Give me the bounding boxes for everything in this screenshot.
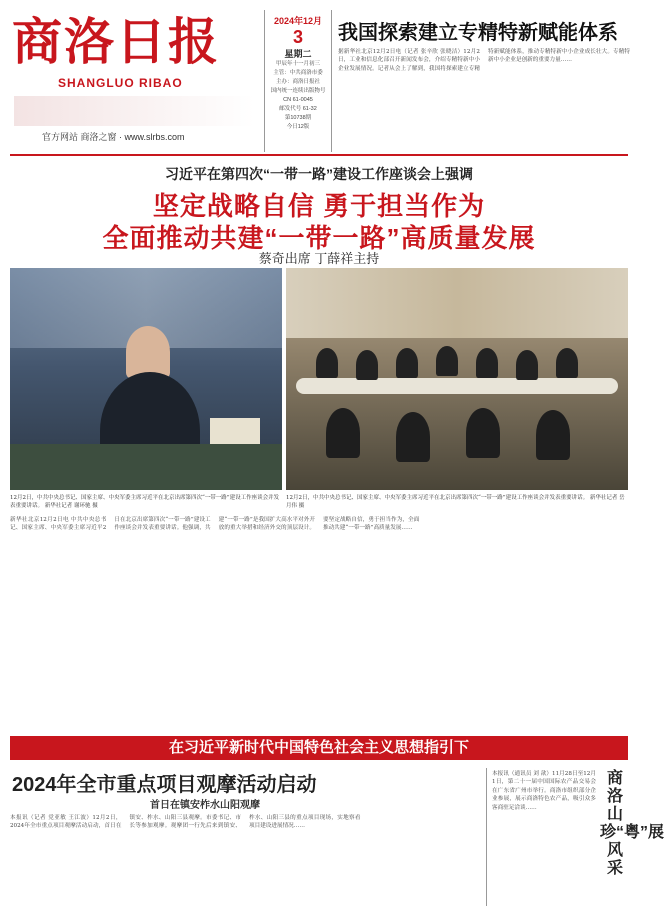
photo-right-attendee: [396, 412, 430, 462]
photo-right-attendee: [466, 408, 500, 458]
column-divider: [486, 768, 487, 906]
lead-attendees: 蔡奇出席 丁薛祥主持: [258, 251, 380, 266]
lead-kicker: 习近平在第四次“一带一路”建设工作座谈会上强调: [165, 166, 473, 182]
second-story-body: 本报讯（记者 党亚敏 王江波）12月2日，2024年全市重点项目观摩活动启动，首日在镇安、柞水、山阳三县观摩。市委书记、市长等参加观摩。观摩团一行先后来到镇安、柞水、山阳三县的重点项目现场，实地察看项目建设进展情况……: [10, 815, 361, 830]
masthead-decoration: [14, 96, 254, 126]
date-day: 3: [292, 27, 303, 47]
photo-left-nameplate: [210, 418, 260, 444]
date-info-0: 甲辰年十一月初三: [275, 61, 320, 67]
top-divider: [10, 154, 628, 156]
masthead-website: 官方网站 商洛之窗 · www.slrbs.com: [42, 132, 185, 142]
second-story-subhead: 首日在镇安柞水山阳观摩: [150, 800, 260, 811]
photo-right-attendee: [476, 348, 498, 378]
date-info-3: 国内统一连续出版物号: [270, 88, 326, 94]
lead-photo-left: [10, 268, 282, 490]
date-info-2: 主办：商洛日报社: [275, 79, 320, 85]
lead-headline-2: 全面推动共建“一带一路”高质量发展: [102, 223, 536, 253]
photo-right-attendee: [536, 410, 570, 460]
date-info-4: CN 61-0045: [283, 97, 313, 103]
side-story-title: 商洛山珍“粤”展风采: [600, 770, 664, 877]
photo-right-attendee: [516, 350, 538, 380]
second-story-headline: 2024年全市重点项目观摩活动启动: [12, 774, 317, 796]
photo-left-speaker-head: [126, 326, 170, 378]
photo-left-desk: [10, 444, 282, 490]
date-info-5: 邮发代号 61-32: [279, 106, 317, 112]
date-info-6: 第10738期: [284, 115, 312, 121]
photo-right-attendee: [556, 348, 578, 378]
lead-headline-1: 坚定战略自信 勇于担当作为: [152, 191, 486, 221]
photo-right-attendee: [326, 408, 360, 458]
masthead-pinyin: SHANGLUO RIBAO: [58, 76, 183, 90]
date-year-month: 2024年12月: [273, 16, 323, 26]
theme-banner: 在习近平新时代中国特色社会主义思想指引下: [10, 736, 628, 760]
lead-photo-right-caption: 12月2日，中共中央总书记、国家主席、中央军委主席习近平在北京出席第四次“一带一路”建设工作座谈会并发表重要讲话。 新华社记者 岳月伟 摄: [286, 495, 625, 509]
photo-right-attendee: [316, 348, 338, 378]
photo-right-attendee: [436, 346, 458, 376]
date-info-1: 主管：中共商洛市委: [273, 70, 323, 76]
lead-photo-left-caption: 12月2日，中共中央总书记、国家主席、中央军委主席习近平在北京出席第四次“一带一路”建设工作座谈会并发表重要讲话。 新华社记者 谢环驰 摄: [10, 495, 280, 509]
photo-right-table: [296, 378, 618, 394]
top-story-body: 据新华社北京12月2日电（记者 张辛欣 张晓洁）12月2日，工业和信息化部召开新闻发布会，介绍专精特新中小企业发展情况。记者从会上了解到，我国将探索建立专精特新赋能体系，推动专精特新中小企业成长壮大。专精特新中小企业是创新的重要力量……: [338, 49, 630, 72]
photo-right-wall: [286, 268, 628, 338]
date-info-7: 今日12版: [286, 124, 310, 130]
lead-photo-right: [286, 268, 628, 490]
photo-right-attendee: [356, 350, 378, 380]
top-story-headline: 我国探索建立专精特新赋能体系: [338, 22, 618, 44]
date-weekday: 星期二: [284, 49, 312, 59]
side-story-body: 本报讯（通讯员 刘 歆）11月28日至12月1日，第二十一届中国国际农产品交易会在广东省广州市举行。商洛市组织部分企业参展，展示商洛特色农产品，吸引众多客商驻足洽谈……: [492, 771, 596, 811]
date-box: [264, 10, 332, 152]
lead-body: 新华社北京12月2日电 中共中央总书记、国家主席、中央军委主席习近平2日在北京出席第四次“一带一路”建设工作座谈会并发表重要讲话。他强调，共建“一带一路”是我国扩大高水平对外开放的重大举措和经济外交的顶层设计。要坚定战略自信，勇于担当作为，全面推动共建“一带一路”高质量发展……: [10, 517, 420, 532]
masthead-logo: 商洛日报: [12, 12, 220, 71]
photo-right-attendee: [396, 348, 418, 378]
